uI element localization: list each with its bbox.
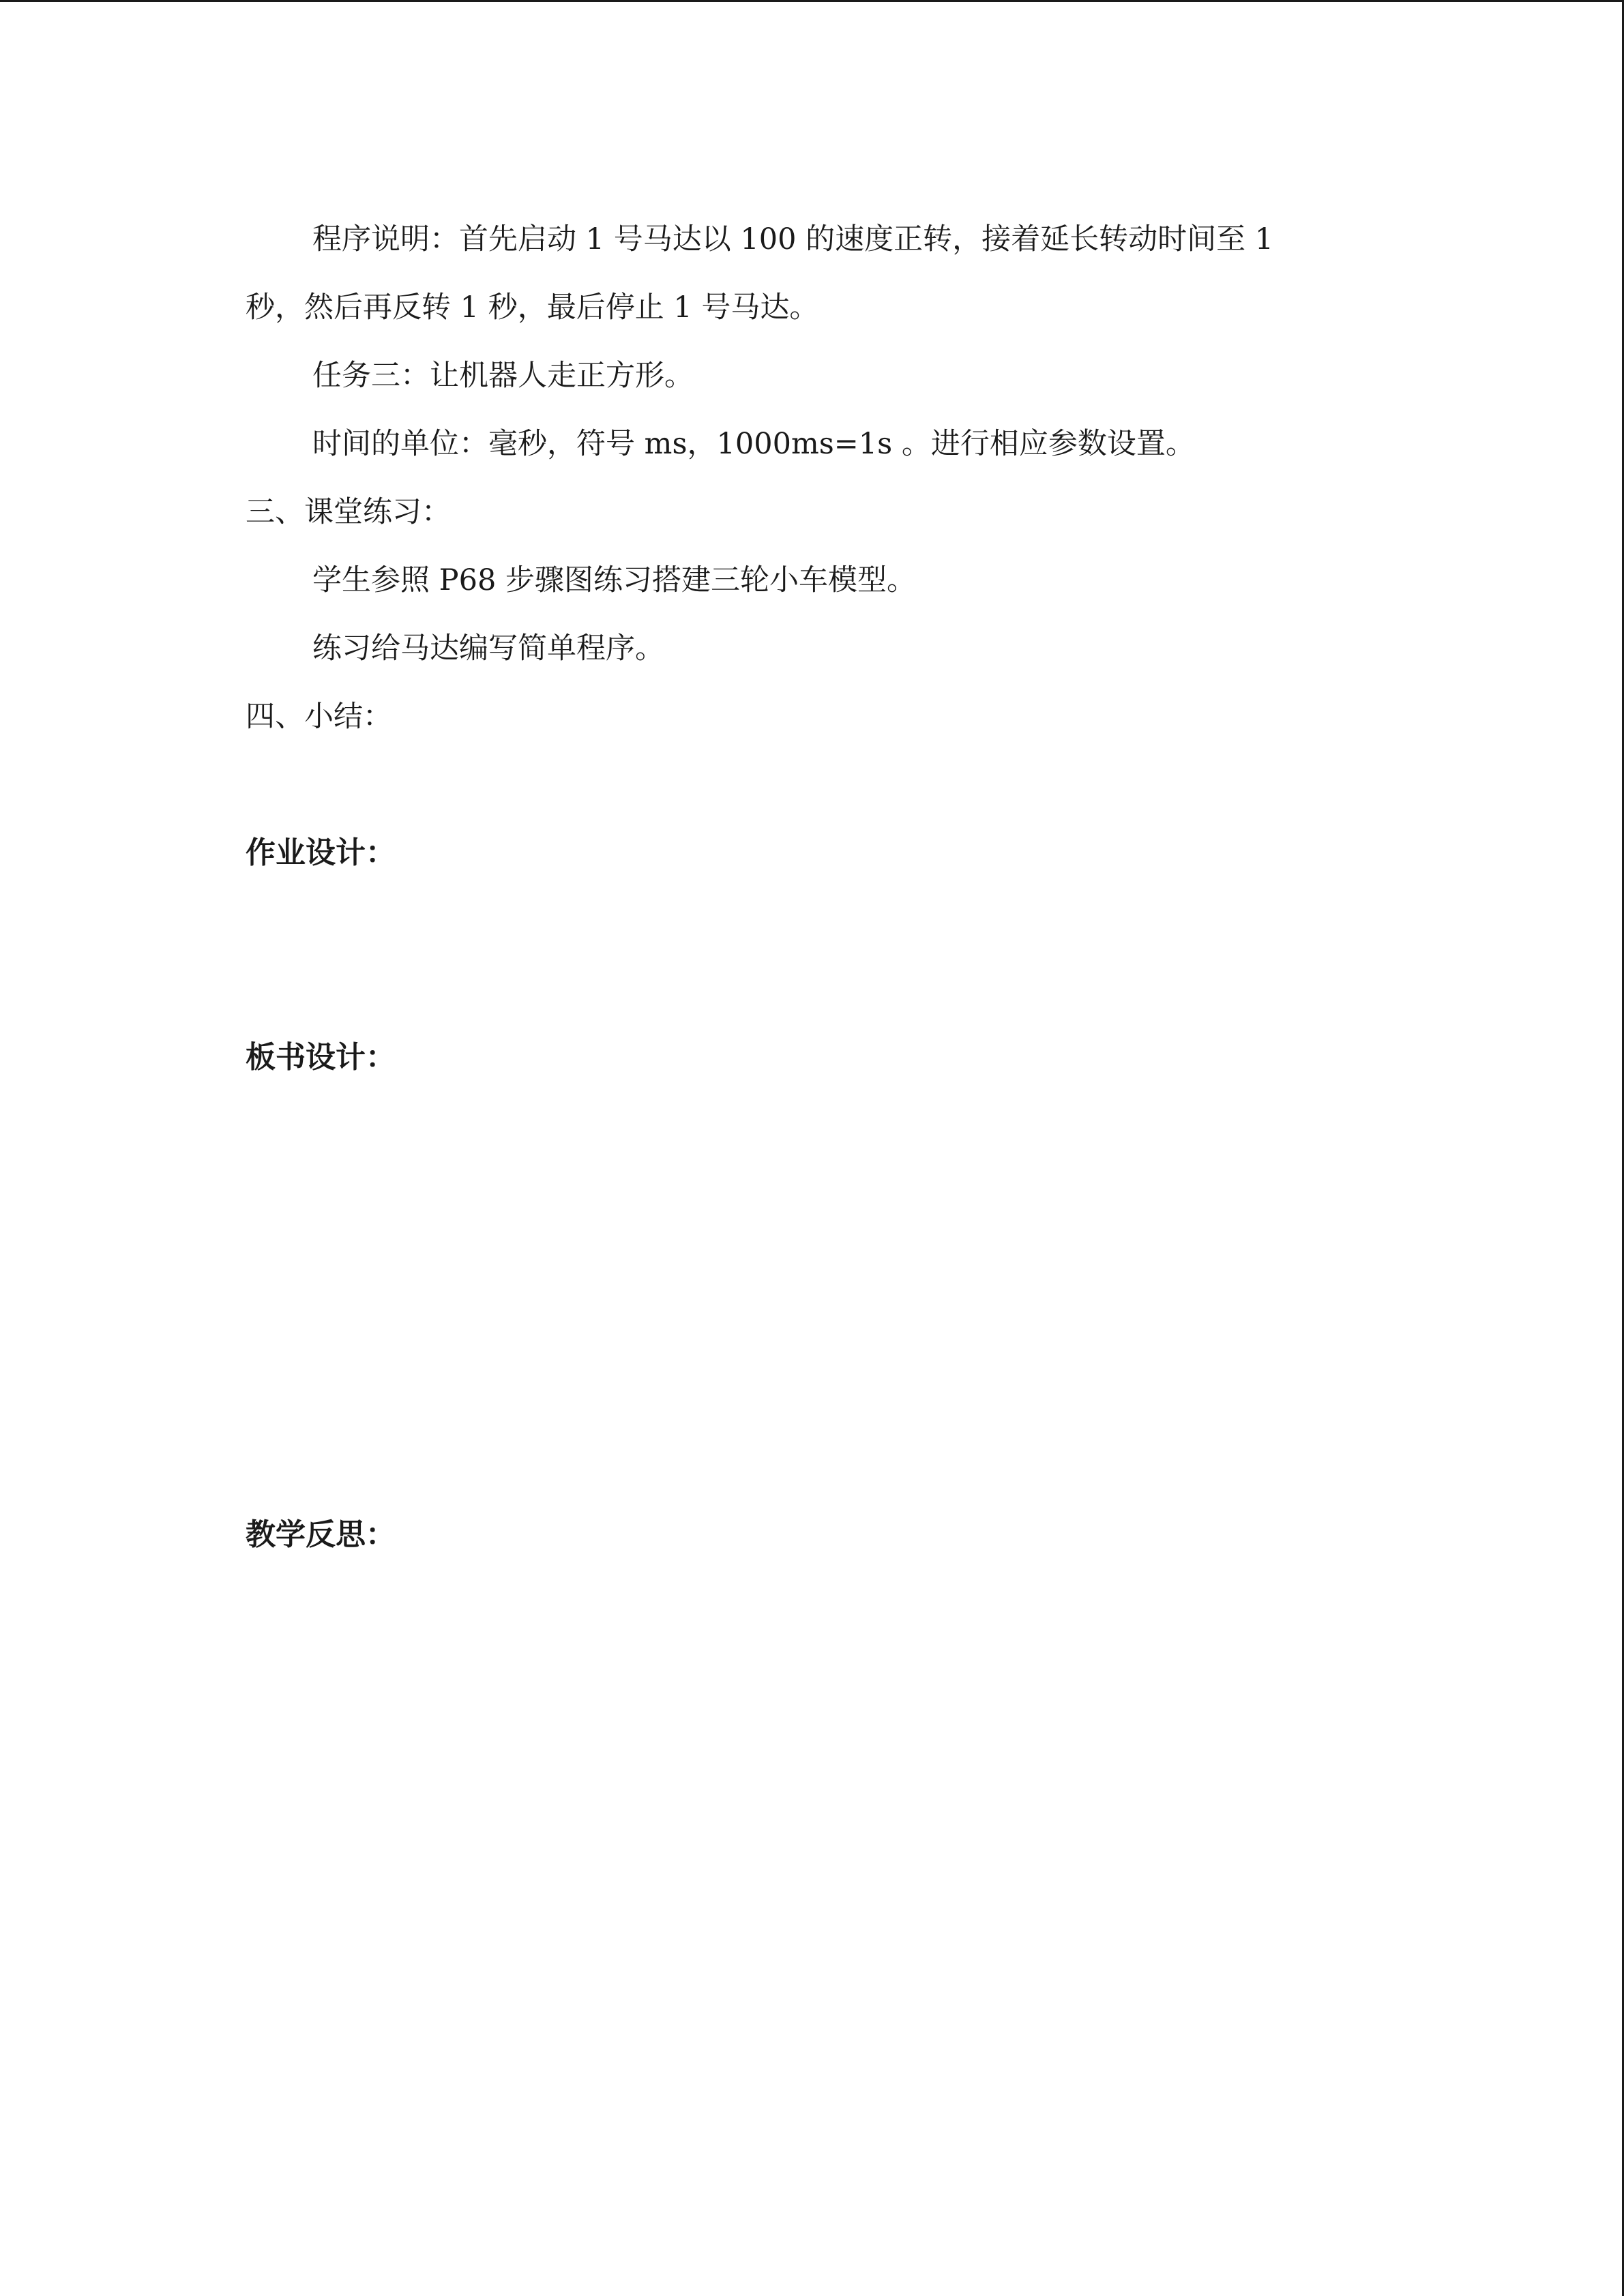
section-summary: 四、小结： [246,700,392,734]
page-top-border [0,0,1624,2]
paragraph-practice-build: 学生参照 P68 步骤图练习搭建三轮小车模型。 [312,563,916,597]
heading-homework-design: 作业设计： [246,835,396,870]
paragraph-program-description: 程序说明：首先启动 1 号马达以 100 的速度正转，接着延长转动时间至 1 [312,222,1274,256]
heading-teaching-reflection: 教学反思： [246,1517,396,1552]
section-class-practice: 三、课堂练习： [246,495,451,529]
paragraph-time-unit: 时间的单位：毫秒，符号 ms，1000ms=1s 。进行相应参数设置。 [312,427,1195,461]
paragraph-task-three: 任务三：让机器人走正方形。 [312,359,694,393]
paragraph-practice-program: 练习给马达编写简单程序。 [312,631,664,666]
heading-board-design: 板书设计： [246,1040,396,1075]
paragraph-program-description-continued: 秒，然后再反转 1 秒，最后停止 1 号马达。 [246,290,819,325]
